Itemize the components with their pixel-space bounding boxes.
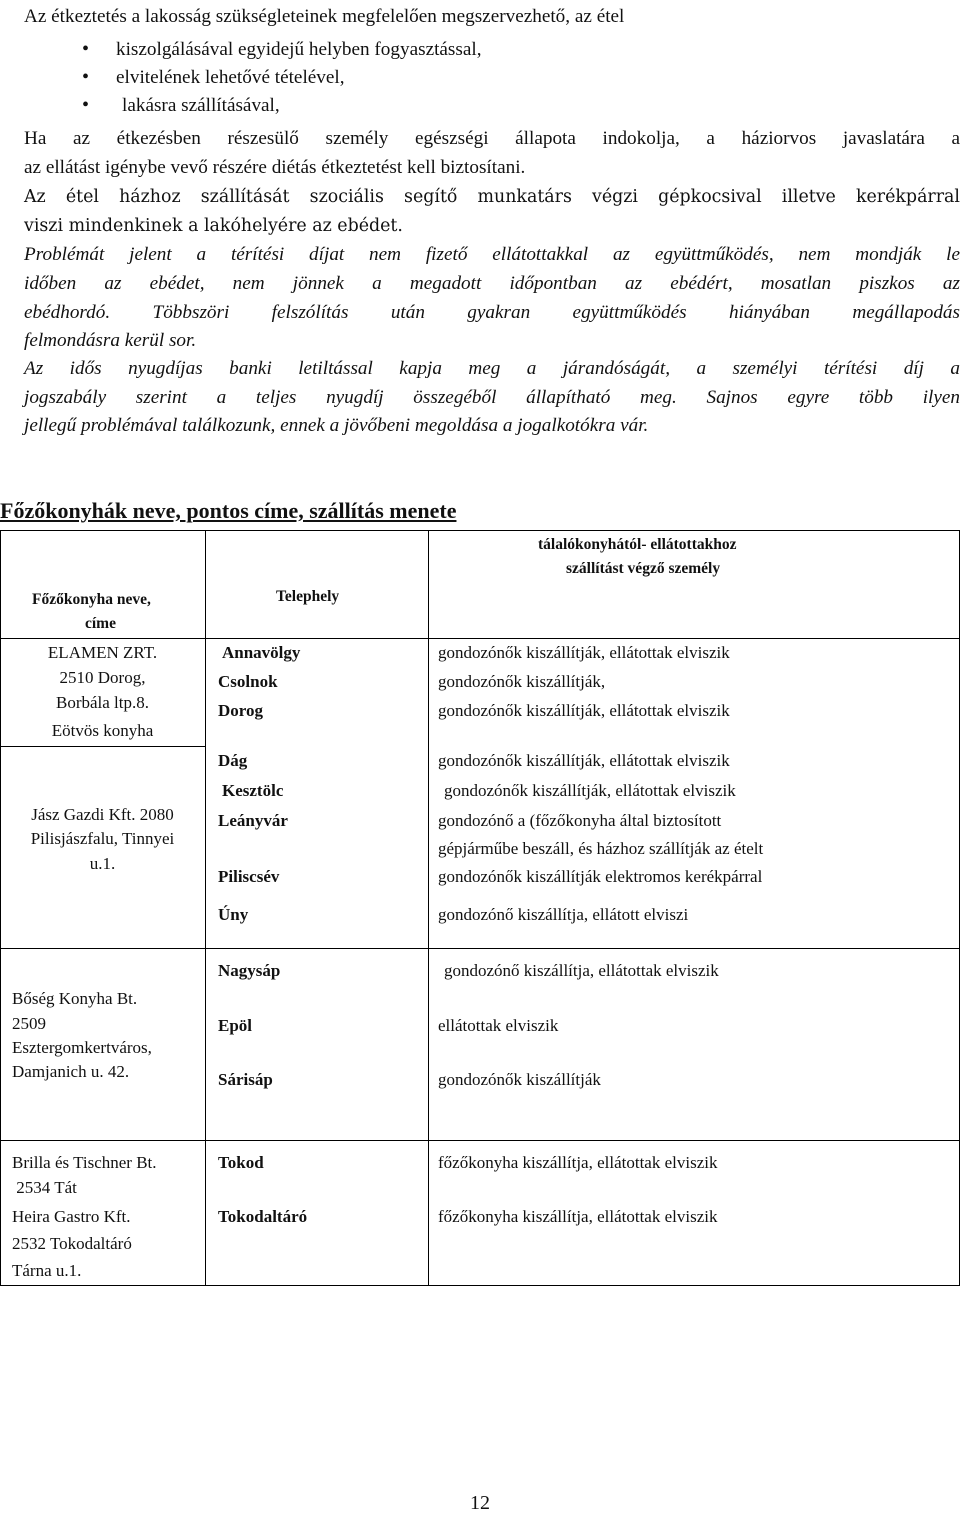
kitchen-address: Damjanich u. 42. [12,1062,130,1081]
kitchen-name: ELAMEN ZRT. [47,643,158,662]
problem-line-3: ebédhordó. Többszöri felszólítás után gyakran együttműködés hiányában megállapodás [24,302,960,323]
table-row-divider [0,1140,960,1141]
problem-line-1: Problémát jelent a térítési díjat nem fizető ellátottakkal az együttműködés, nem mondják le [24,244,960,265]
site-name: Annavölgy [222,643,301,662]
header-kitchen: Főzőkonyha neve, [32,591,151,608]
site-name: Dág [218,751,248,770]
site-name: Úny [218,905,249,924]
kitchen-address: Esztergomkertváros, [12,1038,152,1057]
site-name: Piliscsév [218,867,280,886]
problem-line-4: felmondásra kerül sor. [24,330,197,351]
bullet-icon: • [82,38,90,60]
delivery-text: gondozónő a (főzőkonyha által biztosított [438,811,722,830]
bullet-item-2: elvitelének lehetővé tételével, [116,67,345,88]
kitchen-address: u.1. [89,854,116,873]
delivery-line-2: viszi mindenkinek a lakóhelyére az ebédet. [24,216,403,236]
section-title: Főzőkonyhák neve, pontos címe, szállítás menete [0,498,457,523]
header-delivery: szállítást végző személy [566,560,721,577]
kitchen-address: 2509 [12,1014,46,1033]
pension-line-1: Az idős nyugdíjas banki letiltással kapja meg a járandóságát, a személyi térítési díj a [24,358,960,379]
delivery-text: gondozónők kiszállítják elektromos kerékpárral [438,867,763,886]
table-header-divider [0,638,960,639]
delivery-text: gondozónők kiszállítják, ellátottak elviszik [444,781,736,800]
bullet-item-1: kiszolgálásával egyidejű helyben fogyasztással, [116,39,482,60]
bullet-item-3: lakásra szállításával, [122,95,280,116]
delivery-text: gondozónők kiszállítják, ellátottak elviszik [438,701,730,720]
delivery-text: gondozónők kiszállítják [438,1070,601,1089]
diet-line-1: Ha az étkezésben részesülő személy egészségi állapota indokolja, a háziorvos javaslatára a [24,128,960,149]
site-name: Epöl [218,1016,253,1035]
site-name: Dorog [218,701,264,720]
kitchen-address: 2534 Tát [12,1178,77,1197]
delivery-text: gondozónők kiszállítják, ellátottak elviszik [438,643,730,662]
delivery-text: gondozónő kiszállítja, ellátottak elviszik [444,961,719,980]
kitchen-name: Bőség Konyha Bt. [12,989,138,1008]
table-col-divider [428,530,429,1286]
kitchen-name: Jász Gazdi Kft. 2080 [31,805,174,824]
delivery-text: gondozónők kiszállítják, [438,672,606,691]
site-name: Tokodaltáró [218,1207,308,1226]
pension-line-2: jogszabály szerint a teljes nyugdíj összegéből állapítható meg. Sajnos egyre több ilyen [24,387,960,408]
site-name: Kesztölc [222,781,284,800]
delivery-line-1: Az étel házhoz szállítását szociális segítő munkatárs végzi gépkocsival illetve kerékpárral [24,187,960,207]
table-row-divider [0,746,206,747]
kitchen-name: Heira Gastro Kft. [12,1207,131,1226]
page-number: 12 [470,1492,490,1514]
diet-line-2: az ellátást igénybe vevő részére diétás étkeztetést kell biztosítani. [24,157,526,178]
site-name: Tokod [218,1153,264,1172]
problem-line-2: időben az ebédet, nem jönnek a megadott időpontban az ebédért, mosatlan piszkos az [24,273,960,294]
kitchen-name: Brilla és Tischner Bt. [12,1153,157,1172]
kitchen-address: Tárna u.1. [12,1261,82,1280]
header-delivery: tálalókonyhától- ellátottakhoz [538,536,737,553]
site-name: Nagysáp [218,961,281,980]
delivery-text: gondozónők kiszállítják, ellátottak elviszik [438,751,730,770]
kitchen-address: 2510 Dorog, [59,668,146,687]
header-site: Telephely [276,588,340,605]
kitchen-address: Pilisjászfalu, Tinnyei [30,829,175,848]
bullet-icon: • [82,66,90,88]
delivery-text: főzőkonyha kiszállítja, ellátottak elviszik [438,1153,718,1172]
delivery-text: ellátottak elviszik [438,1016,559,1035]
site-name: Csolnok [218,672,278,691]
pension-line-3: jellegű problémával találkozunk, ennek a jövőbeni megoldása a jogalkotókra vár. [24,415,649,436]
bullet-icon: • [82,94,90,116]
header-kitchen: címe [85,615,116,632]
site-name: Leányvár [218,811,288,830]
delivery-text: gépjárműbe beszáll, és házhoz szállítják az ételt [438,839,764,858]
intro-line: Az étkeztetés a lakosság szükségleteinek megfelelően megszervezhető, az étel [24,6,625,27]
table-row-divider [0,948,960,949]
delivery-text: gondozónő kiszállítja, ellátott elviszi [438,905,689,924]
kitchen-address: Borbála ltp.8. [55,693,149,712]
delivery-text: főzőkonyha kiszállítja, ellátottak elviszik [438,1207,718,1226]
table-col-divider [205,530,206,1286]
kitchen-name: Eötvös konyha [51,721,154,740]
kitchen-address: 2532 Tokodaltáró [12,1234,132,1253]
site-name: Sárisáp [218,1070,273,1089]
